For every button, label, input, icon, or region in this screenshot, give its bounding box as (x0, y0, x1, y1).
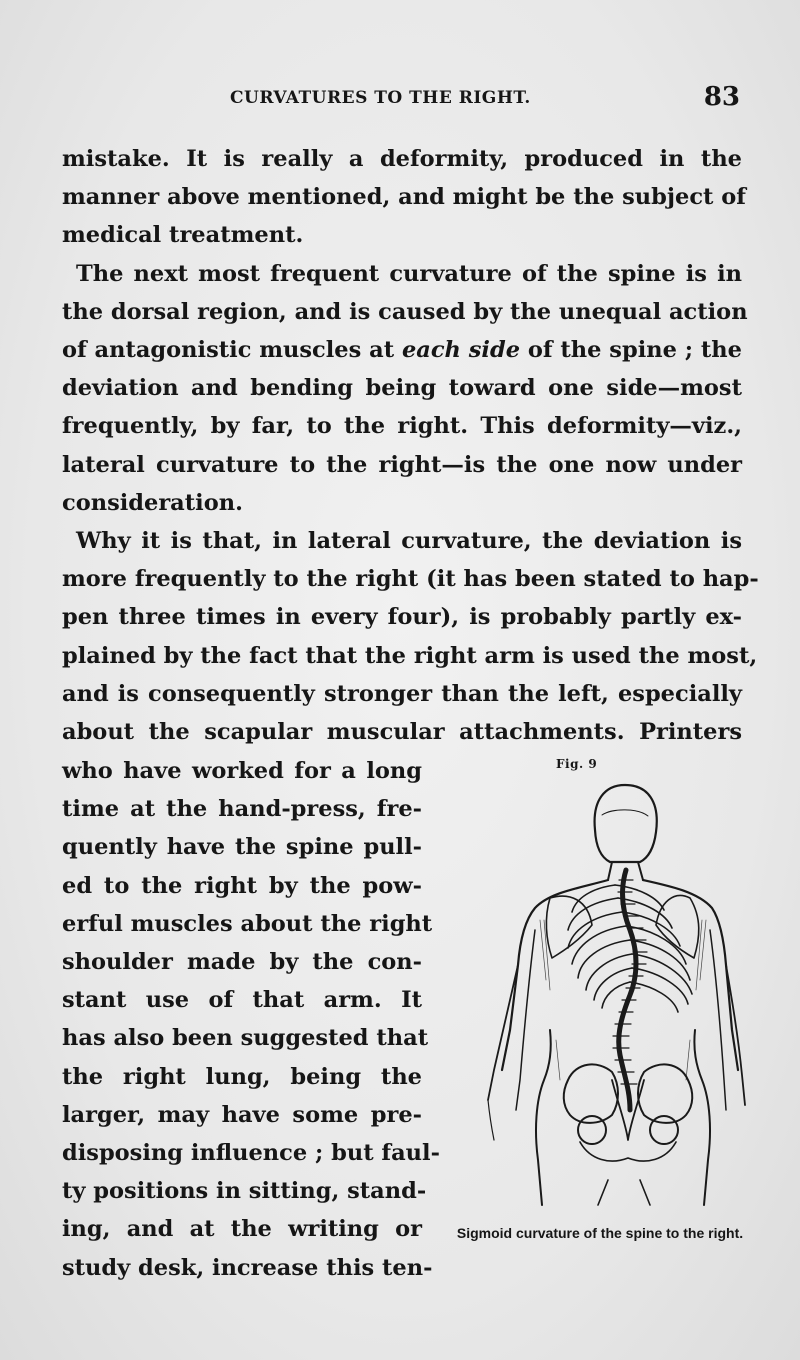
text-line: plained by the fact that the right arm is used the most, (62, 642, 758, 669)
body-text (62, 140, 759, 751)
running-head (60, 78, 740, 118)
text-line: time at the hand-press, fre- (62, 796, 422, 823)
text-line: who have worked for a long (62, 758, 422, 784)
spine-curvature-illustration (480, 780, 750, 1210)
text-fragment: of antagonistic muscles at (62, 337, 395, 364)
text-line: Why it is that, in lateral curvature, the deviation is (76, 528, 742, 555)
text-line: manner above mentioned, and might be the subject of (62, 184, 746, 211)
figure-caption: Sigmoid curvature of the spine to the right. (456, 1225, 744, 1241)
running-head-title: CURVATURES TO THE RIGHT. (230, 88, 531, 108)
text-line-with-emphasis (62, 331, 742, 369)
text-line: and is consequently stronger than the left, especially (62, 680, 742, 707)
text-line: disposing influence ; but faul- (62, 1140, 440, 1167)
text-line: stant use of that arm. It (62, 987, 422, 1014)
text-line: ed to the right by the pow- (62, 872, 422, 899)
text-line: pen three times in every four), is probably partly ex- (62, 604, 742, 631)
text-line: The next most frequent curvature of the spine is in (76, 260, 742, 287)
text-line: larger, may have some pre- (62, 1101, 422, 1128)
text-line: lateral curvature to the right—is the one now under (62, 451, 742, 478)
text-line: about the scapular muscular attachments. Printers (62, 719, 742, 746)
text-line: shoulder made by the con- (62, 949, 422, 976)
text-line: frequently, by far, to the right. This deformity—viz., (62, 413, 742, 440)
text-line: more frequently to the right (it has been stated to hap- (62, 566, 759, 593)
left-column-text (62, 752, 440, 1287)
text-line: the dorsal region, and is caused by the unequal action (62, 298, 748, 325)
text-line: ty positions in sitting, stand- (62, 1178, 427, 1205)
text-line: the right lung, being the (62, 1063, 422, 1090)
text-line: ing, and at the writing or (62, 1216, 422, 1243)
emphasis-text: each side (401, 337, 521, 364)
text-line: study desk, increase this ten- (62, 1254, 433, 1281)
text-line: consideration. (62, 489, 243, 516)
text-line: quently have the spine pull- (62, 834, 422, 861)
text-line: erful muscles about the right (62, 910, 433, 937)
text-line: deviation and bending being toward one side—most (62, 375, 742, 402)
text-line: mistake. It is really a deformity, produced in the (62, 146, 742, 172)
text-line: medical treatment. (62, 222, 304, 249)
text-line: has also been suggested that (62, 1025, 429, 1052)
page-number: 83 (703, 82, 740, 112)
text-fragment: of the spine ; the (527, 337, 742, 364)
figure-label: Fig. 9 (556, 757, 598, 771)
